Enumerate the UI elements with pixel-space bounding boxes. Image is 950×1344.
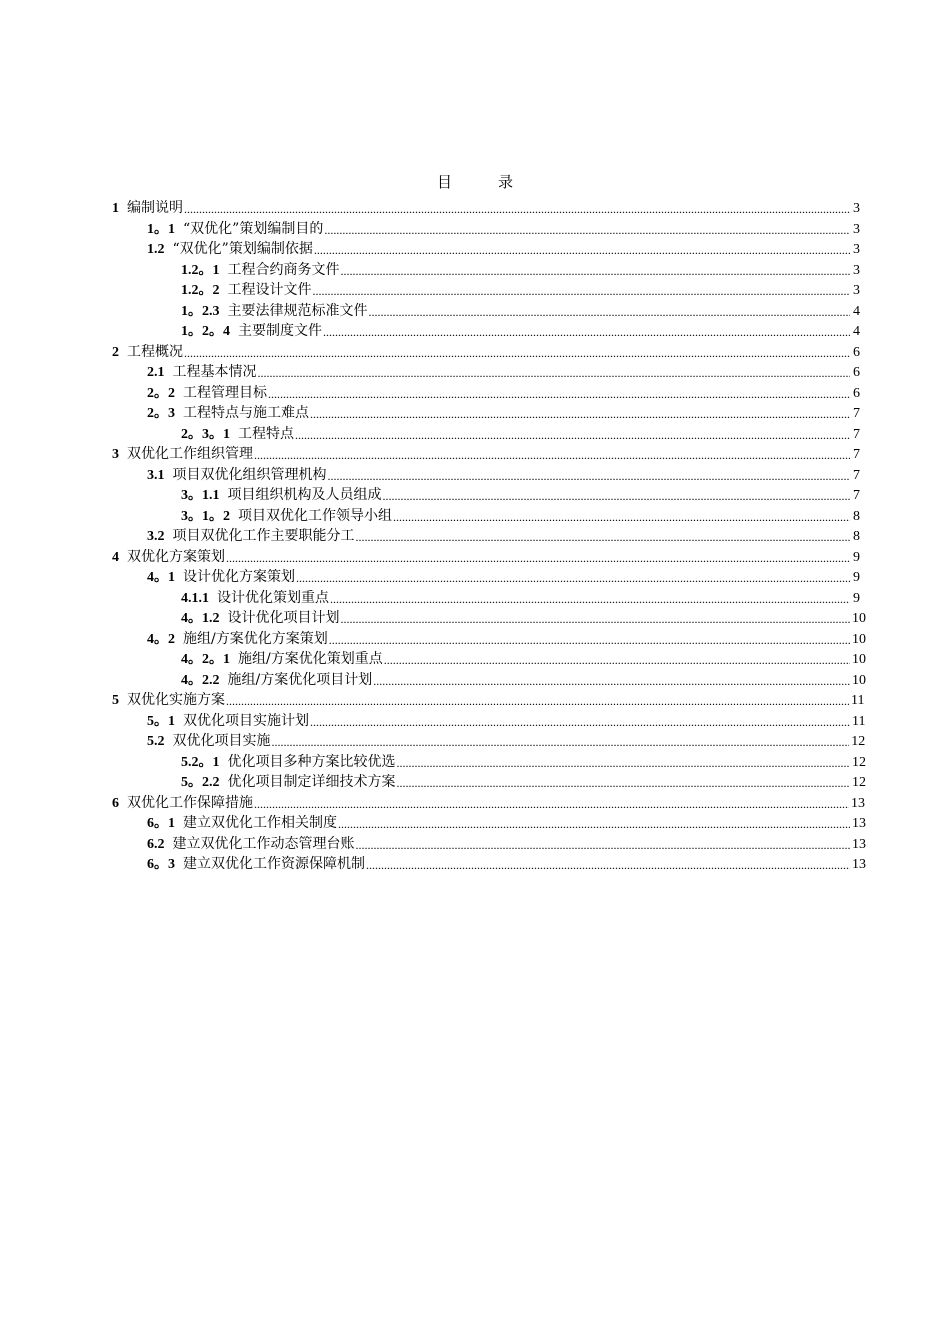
toc-entry-page: 3: [853, 262, 860, 278]
toc-entry-number: 1.2。2: [181, 283, 220, 298]
toc-entry-page: 10: [852, 672, 866, 688]
toc-entry[interactable]: [112, 547, 860, 568]
toc-entry-number: 5。1: [147, 713, 175, 729]
toc-entry-page: 13: [851, 795, 866, 811]
toc-entry-title: 工程基本情况: [172, 364, 257, 380]
toc-entry-page: 3: [853, 283, 860, 298]
toc-entry-page: 12: [852, 775, 866, 790]
toc-entry[interactable]: [112, 752, 866, 773]
toc-entry-number: 6。3: [147, 857, 175, 872]
toc-entry[interactable]: [112, 321, 860, 342]
toc-entry-title: “双优化”策划编制目的: [183, 220, 324, 237]
toc-entry-number: 1。2.3: [181, 303, 220, 319]
toc-dot-leader: [226, 691, 849, 712]
toc-entry-title: 项目双优化组织管理机构: [172, 466, 327, 483]
toc-entry-number: 4。2。1: [181, 652, 230, 667]
toc-entry-number: 4: [112, 549, 119, 565]
toc-entry-page: 8: [853, 529, 860, 544]
toc-entry[interactable]: [112, 567, 860, 588]
toc-entry-number: 1: [112, 201, 119, 216]
toc-entry[interactable]: [112, 506, 860, 527]
toc-entry-title: 工程管理目标: [183, 384, 267, 401]
toc-entry[interactable]: [112, 629, 866, 650]
toc-dot-leader: [184, 343, 850, 364]
toc-entry-page: 13: [852, 857, 866, 872]
toc-entry-title: 双优化项目实施计划: [183, 712, 309, 729]
toc-dot-leader: [313, 281, 851, 302]
toc-entry[interactable]: [112, 219, 860, 240]
toc-entry-page: 3: [853, 201, 860, 216]
toc-entry-number: 6.2: [147, 836, 165, 852]
toc-entry[interactable]: [112, 731, 866, 752]
toc-entry[interactable]: [112, 670, 866, 691]
toc-entry-title: 工程特点: [238, 425, 294, 442]
toc-dot-leader: [254, 794, 849, 815]
toc-entry-title: 工程概况: [127, 343, 183, 360]
toc-entry-page: 10: [852, 652, 866, 667]
toc-entry-number: 1。2。4: [181, 324, 230, 339]
toc-entry[interactable]: [112, 403, 860, 424]
toc-dot-leader: [330, 589, 850, 610]
toc-dot-leader: [272, 732, 850, 753]
toc-entry-number: 3。1.1: [181, 488, 220, 503]
toc-entry-title: 建立双优化工作资源保障机制: [183, 856, 365, 872]
toc-dot-leader: [328, 466, 851, 487]
toc-entry-page: 6: [853, 344, 860, 360]
toc-entry-title: 工程设计文件: [227, 282, 312, 298]
toc-entry[interactable]: [112, 424, 860, 445]
toc-dot-leader: [324, 220, 850, 241]
toc-entry-number: 4。2: [147, 631, 175, 647]
toc-dot-leader: [383, 486, 851, 507]
toc-entry-page: 6: [853, 385, 860, 401]
toc-entry-page: 4: [853, 303, 860, 319]
toc-entry-number: 2: [112, 344, 119, 360]
toc-entry-page: 8: [853, 508, 860, 524]
toc-entry-number: 3.2: [147, 529, 165, 544]
toc-entry-title: 双优化项目实施: [172, 733, 271, 749]
toc-entry-title: 施组/方案优化项目计划: [227, 671, 373, 688]
toc-entry-page: 9: [853, 570, 860, 585]
toc-entry[interactable]: [112, 793, 866, 814]
toc-entry-page: 7: [853, 406, 860, 421]
toc-entry-title: 双优化方案策划: [127, 548, 225, 565]
toc-entry-number: 5: [112, 693, 119, 708]
toc-dot-leader: [310, 404, 850, 425]
toc-dot-leader: [397, 753, 851, 774]
toc-entry-page: 12: [851, 734, 866, 749]
toc-entry-page: 7: [853, 467, 860, 483]
toc-entry[interactable]: [112, 690, 865, 711]
toc-entry-title: 主要制度文件: [238, 323, 322, 339]
toc-entry-number: 2。3: [147, 406, 175, 421]
toc-entry[interactable]: [112, 649, 866, 670]
toc-entry[interactable]: [112, 854, 866, 875]
toc-dot-leader: [369, 302, 851, 323]
toc-entry[interactable]: [112, 711, 866, 732]
toc-dot-leader: [268, 384, 850, 405]
toc-entry-page: 4: [853, 324, 860, 339]
toc-entry-title: 编制说明: [127, 200, 183, 216]
toc-dot-leader: [356, 835, 851, 856]
toc-entry-page: 6: [853, 365, 860, 380]
toc-entry-page: 7: [853, 447, 860, 462]
toc-entry-number: 4。1.2: [181, 611, 220, 626]
toc-dot-leader: [226, 548, 850, 569]
toc-entry-title: 双优化实施方案: [127, 692, 225, 708]
toc-entry-page: 11: [850, 693, 865, 708]
toc-entry-number: 1.2。1: [181, 262, 220, 278]
toc-dot-leader: [323, 322, 850, 343]
toc-entry-number: 5.2。1: [181, 754, 220, 770]
toc-entry-number: 6。1: [147, 816, 175, 831]
toc-entry-number: 1。1: [147, 221, 175, 237]
toc-entry-number: 4。2.2: [181, 672, 220, 688]
toc-entry-page: 9: [853, 590, 860, 606]
toc-entry[interactable]: [112, 465, 860, 486]
toc-entry-page: 10: [852, 631, 866, 647]
toc-entry-page: 13: [852, 816, 866, 831]
toc-dot-leader: [258, 363, 851, 384]
toc-dot-leader: [184, 199, 850, 220]
toc-entry[interactable]: [112, 260, 860, 281]
toc-entry-number: 4.1.1: [181, 590, 209, 606]
toc-entry-page: 3: [853, 221, 860, 237]
toc-dot-leader: [341, 609, 851, 630]
toc-entry-title: 工程特点与施工难点: [183, 405, 309, 421]
toc-dot-leader: [310, 712, 850, 733]
toc-entry-number: 5。2.2: [181, 775, 220, 790]
toc-entry-number: 2。2: [147, 385, 175, 401]
toc-entry-title: “双优化”策划编制依据: [172, 241, 313, 257]
toc-entry-title: 优化项目制定详细技术方案: [227, 774, 396, 790]
toc-entry-title: 优化项目多种方案比较优选: [227, 753, 396, 770]
toc-entry-title: 工程合约商务文件: [227, 261, 340, 278]
toc-entry-title: 项目双优化工作领导小组: [238, 507, 392, 524]
toc-title: [0, 172, 950, 192]
toc-entry[interactable]: [112, 198, 860, 219]
toc-dot-leader: [384, 650, 850, 671]
toc-entry-number: 2。3。1: [181, 426, 230, 442]
toc-dot-leader: [254, 445, 850, 466]
toc-entry[interactable]: [112, 342, 860, 363]
toc-dot-leader: [373, 671, 850, 692]
toc-entry[interactable]: [112, 526, 860, 547]
toc-entry-title: 设计优化项目计划: [227, 610, 340, 626]
toc-entry-title: 设计优化策划重点: [217, 589, 329, 606]
toc-entry-page: 13: [852, 836, 866, 852]
toc-entry-number: 4。1: [147, 570, 175, 585]
toc-entry-number: 3: [112, 447, 119, 462]
toc-dot-leader: [366, 855, 850, 876]
toc-entry-title: 施组/方案优化策划重点: [238, 651, 383, 667]
toc-entry-page: 11: [852, 713, 866, 729]
toc-entry-title: 双优化工作保障措施: [127, 794, 253, 811]
toc-dot-leader: [296, 568, 850, 589]
toc-dot-leader: [397, 773, 851, 794]
toc-entry-number: 1.2: [147, 242, 165, 257]
toc-entry[interactable]: [112, 813, 866, 834]
toc-entry-title: 项目双优化工作主要职能分工: [172, 528, 355, 544]
toc-dot-leader: [338, 814, 850, 835]
toc-entry[interactable]: [112, 588, 860, 609]
toc-entry-page: 7: [853, 426, 860, 442]
toc-entry-page: 9: [853, 549, 860, 565]
toc-entry-title: 施组/方案优化方案策划: [183, 630, 328, 647]
toc-dot-leader: [329, 630, 850, 651]
toc-entry[interactable]: [112, 608, 866, 629]
table-of-contents: [112, 198, 866, 875]
toc-entry-page: 3: [853, 242, 860, 257]
toc-entry[interactable]: [112, 485, 860, 506]
toc-entry-number: 5.2: [147, 734, 165, 749]
toc-entry-number: 2.1: [147, 365, 165, 380]
toc-entry-page: 10: [852, 611, 866, 626]
toc-entry[interactable]: [112, 772, 866, 793]
toc-title-right: 录: [498, 173, 514, 191]
toc-entry-number: 6: [112, 795, 119, 811]
toc-entry-number: 3.1: [147, 467, 165, 483]
toc-entry[interactable]: [112, 444, 860, 465]
toc-dot-leader: [314, 240, 850, 261]
toc-dot-leader: [356, 527, 851, 548]
toc-entry-number: 3。1。2: [181, 508, 230, 524]
toc-entry-title: 设计优化方案策划: [183, 569, 295, 585]
toc-entry-title: 建立双优化工作相关制度: [183, 815, 337, 831]
toc-entry[interactable]: [112, 834, 866, 855]
toc-entry[interactable]: [112, 239, 860, 260]
toc-entry-title: 项目组织机构及人员组成: [227, 487, 382, 503]
toc-dot-leader: [393, 507, 850, 528]
toc-entry-page: 7: [853, 488, 860, 503]
toc-entry-title: 建立双优化工作动态管理台账: [172, 835, 355, 852]
toc-entry-title: 主要法律规范标准文件: [227, 302, 368, 319]
toc-entry[interactable]: [112, 383, 860, 404]
toc-entry-title: 双优化工作组织管理: [127, 446, 253, 462]
toc-entry[interactable]: [112, 301, 860, 322]
toc-entry[interactable]: [112, 280, 860, 301]
toc-entry-page: 12: [852, 754, 866, 770]
toc-dot-leader: [341, 261, 851, 282]
toc-entry[interactable]: [112, 362, 860, 383]
toc-dot-leader: [295, 425, 850, 446]
toc-title-left: 目: [436, 173, 452, 191]
